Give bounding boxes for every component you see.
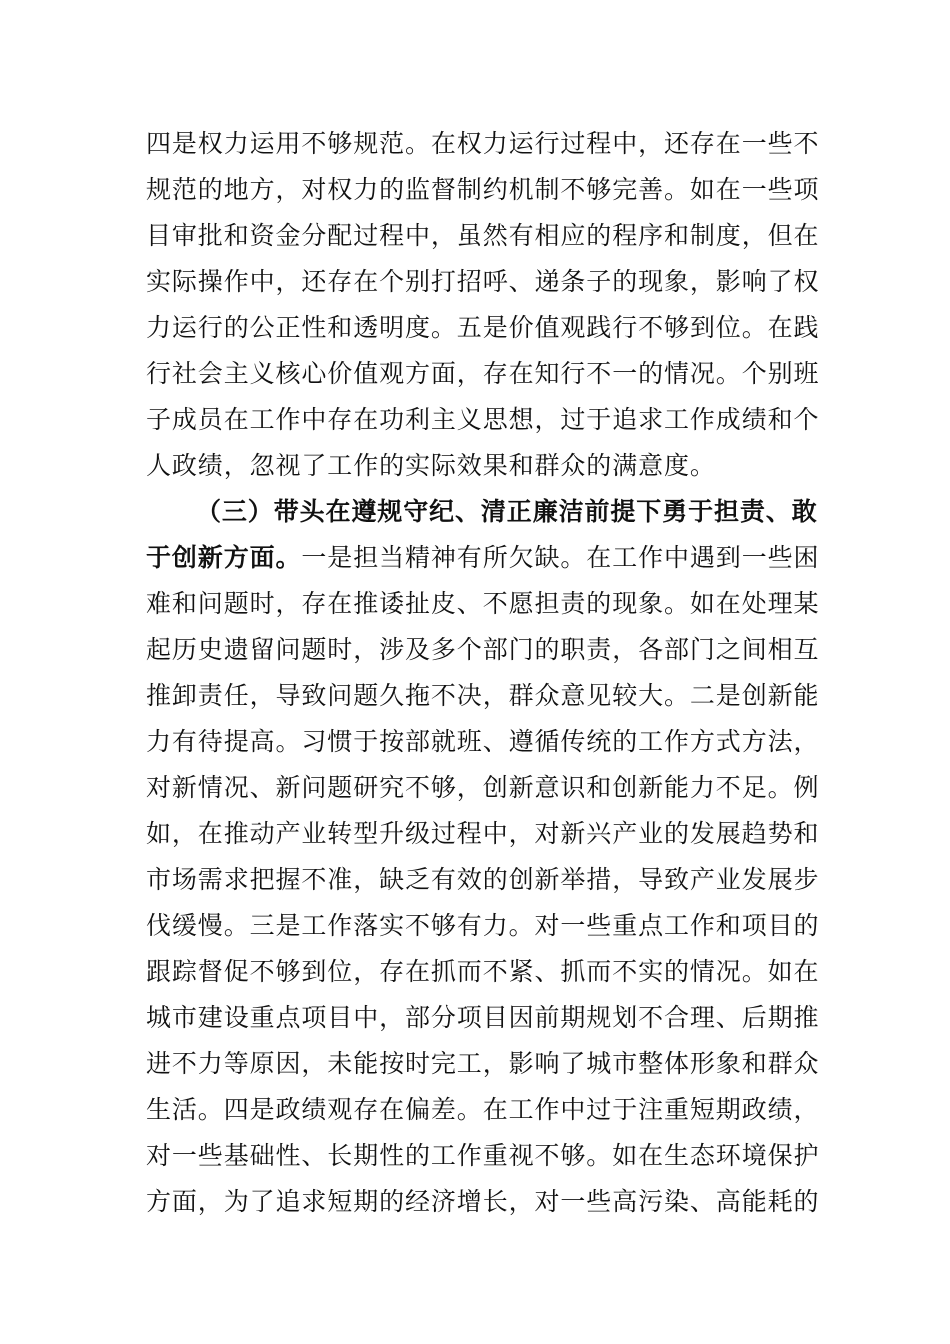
text-line: 方面，为了追求短期的经济增长，对一些高污染、高能耗的 <box>146 1187 820 1216</box>
paragraph-power-usage <box>146 121 820 489</box>
text-line: 力运行的公正性和透明度。五是价值观践行不够到位。在践 <box>146 313 820 342</box>
text-line <box>146 535 820 581</box>
text-line: 如，在推动产业转型升级过程中，对新兴产业的发展趋势和 <box>146 819 820 848</box>
text-line: 实际操作中，还存在个别打招呼、递条子的现象，影响了权 <box>146 267 820 296</box>
text-line: 对新情况、新问题研究不够，创新意识和创新能力不足。例 <box>146 773 820 802</box>
text-line: 目审批和资金分配过程中，虽然有相应的程序和制度，但在 <box>146 221 820 250</box>
text-line: 进不力等原因，未能按时完工，影响了城市整体形象和群众 <box>146 1049 820 1078</box>
text-line: 行社会主义核心价值观方面，存在知行不一的情况。个别班 <box>146 359 820 388</box>
text-line: 人政绩，忽视了工作的实际效果和群众的满意度。 <box>146 451 716 480</box>
section-heading-end: 于创新方面。 <box>146 543 302 572</box>
text-line: 城市建设重点项目中，部分项目因前期规划不合理、后期推 <box>146 1003 820 1032</box>
paragraph-section-three <box>146 489 820 1225</box>
section-heading: （三）带头在遵规守纪、清正廉洁前提下勇于担责、敢 <box>196 497 818 526</box>
text-line: 伐缓慢。三是工作落实不够有力。对一些重点工作和项目的 <box>146 911 820 940</box>
text-line: 推卸责任，导致问题久拖不决，群众意见较大。二是创新能 <box>146 681 820 710</box>
text-run: 一是担当精神有所欠缺。在工作中遇到一些困 <box>301 543 820 572</box>
text-line: 四是权力运用不够规范。在权力运行过程中，还存在一些不 <box>146 129 820 158</box>
text-line: 难和问题时，存在推诿扯皮、不愿担责的现象。如在处理某 <box>146 589 820 618</box>
text-line: 起历史遗留问题时，涉及多个部门的职责，各部门之间相互 <box>146 635 820 664</box>
text-line: 规范的地方，对权力的监督制约机制不够完善。如在一些项 <box>146 175 820 204</box>
document-page <box>146 121 820 1225</box>
text-line: 跟踪督促不够到位，存在抓而不紧、抓而不实的情况。如在 <box>146 957 820 986</box>
text-line: 市场需求把握不准，缺乏有效的创新举措，导致产业发展步 <box>146 865 820 894</box>
text-line: 力有待提高。习惯于按部就班、遵循传统的工作方式方法， <box>146 727 820 756</box>
text-line: 子成员在工作中存在功利主义思想，过于追求工作成绩和个 <box>146 405 820 434</box>
text-line: 对一些基础性、长期性的工作重视不够。如在生态环境保护 <box>146 1141 820 1170</box>
text-line: 生活。四是政绩观存在偏差。在工作中过于注重短期政绩， <box>146 1095 820 1124</box>
